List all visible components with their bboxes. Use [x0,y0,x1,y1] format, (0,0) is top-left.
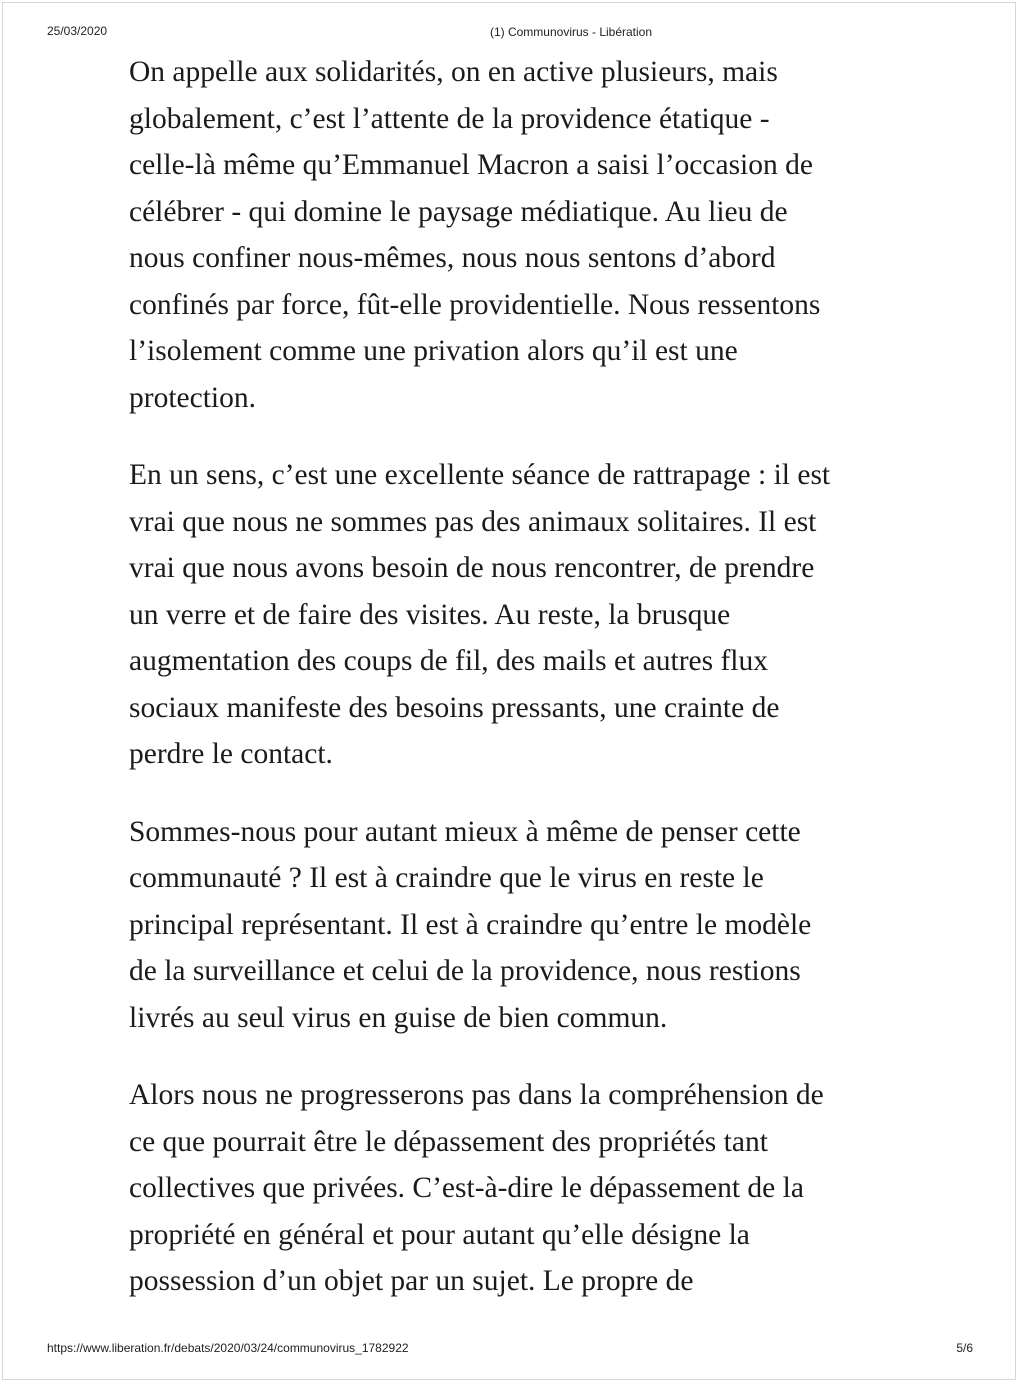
print-date: 25/03/2020 [47,24,108,38]
print-page-title: (1) Communovirus - Libération [489,25,653,39]
paragraph [129,809,989,1042]
paragraph [129,452,989,778]
paragraph [129,49,989,421]
text-line: de la surveillance et celui de la providence, nous restions [129,955,801,987]
text-line: l’isolement comme une privation alors qu’il est une [129,335,738,367]
text-line: ce que pourrait être le dépassement des propriétés tant [129,1125,768,1158]
text-line: vrai que nous avons besoin de nous rencontrer, de prendre [129,552,815,584]
text-line: confinés par force, fût-elle providentielle. Nous ressentons [129,288,821,321]
text-line: possession d’un objet par un sujet. Le propre de [129,1265,694,1297]
text-line: principal représentant. Il est à craindre qu’entre le modèle [129,908,812,941]
text-line: nous confiner nous-mêmes, nous nous sentons d’abord [129,242,776,274]
text-line: On appelle aux solidarités, on en active plusieurs, mais [129,56,778,88]
text-line: En un sens, c’est une excellente séance de rattrapage : il est [129,459,831,491]
text-line: célébrer - qui domine le paysage médiatique. Au lieu de [129,195,788,228]
text-line: sociaux manifeste des besoins pressants, une crainte de [129,691,780,724]
text-line: protection. [129,381,256,414]
text-line: un verre et de faire des visites. Au reste, la brusque [129,598,731,631]
text-line: celle-là même qu’Emmanuel Macron a saisi l’occasion de [129,149,813,181]
text-line: propriété en général et pour autant qu’elle désigne la [129,1218,750,1251]
text-line: communauté ? Il est à craindre que le virus en reste le [129,862,764,894]
article-body [129,49,989,1336]
text-line: vrai que nous ne sommes pas des animaux solitaires. Il est [129,505,817,538]
text-line: livrés au seul virus en guise de bien commun. [129,1001,668,1034]
text-line: globalement, c’est l’attente de la providence étatique - [129,102,770,135]
page-number: 5/6 [956,1341,973,1355]
paragraph [129,1072,989,1305]
text-line: Sommes-nous pour autant mieux à même de penser cette [129,815,801,848]
text-line: Alors nous ne progresserons pas dans la compréhension de [129,1079,824,1111]
print-source-url: https://www.liberation.fr/debats/2020/03/24/communovirus_1782922 [47,1341,409,1355]
text-line: augmentation des coups de fil, des mails et autres flux [129,645,769,677]
text-line: perdre le contact. [129,738,333,770]
text-line: collectives que privées. C’est-à-dire le dépassement de la [129,1172,804,1204]
